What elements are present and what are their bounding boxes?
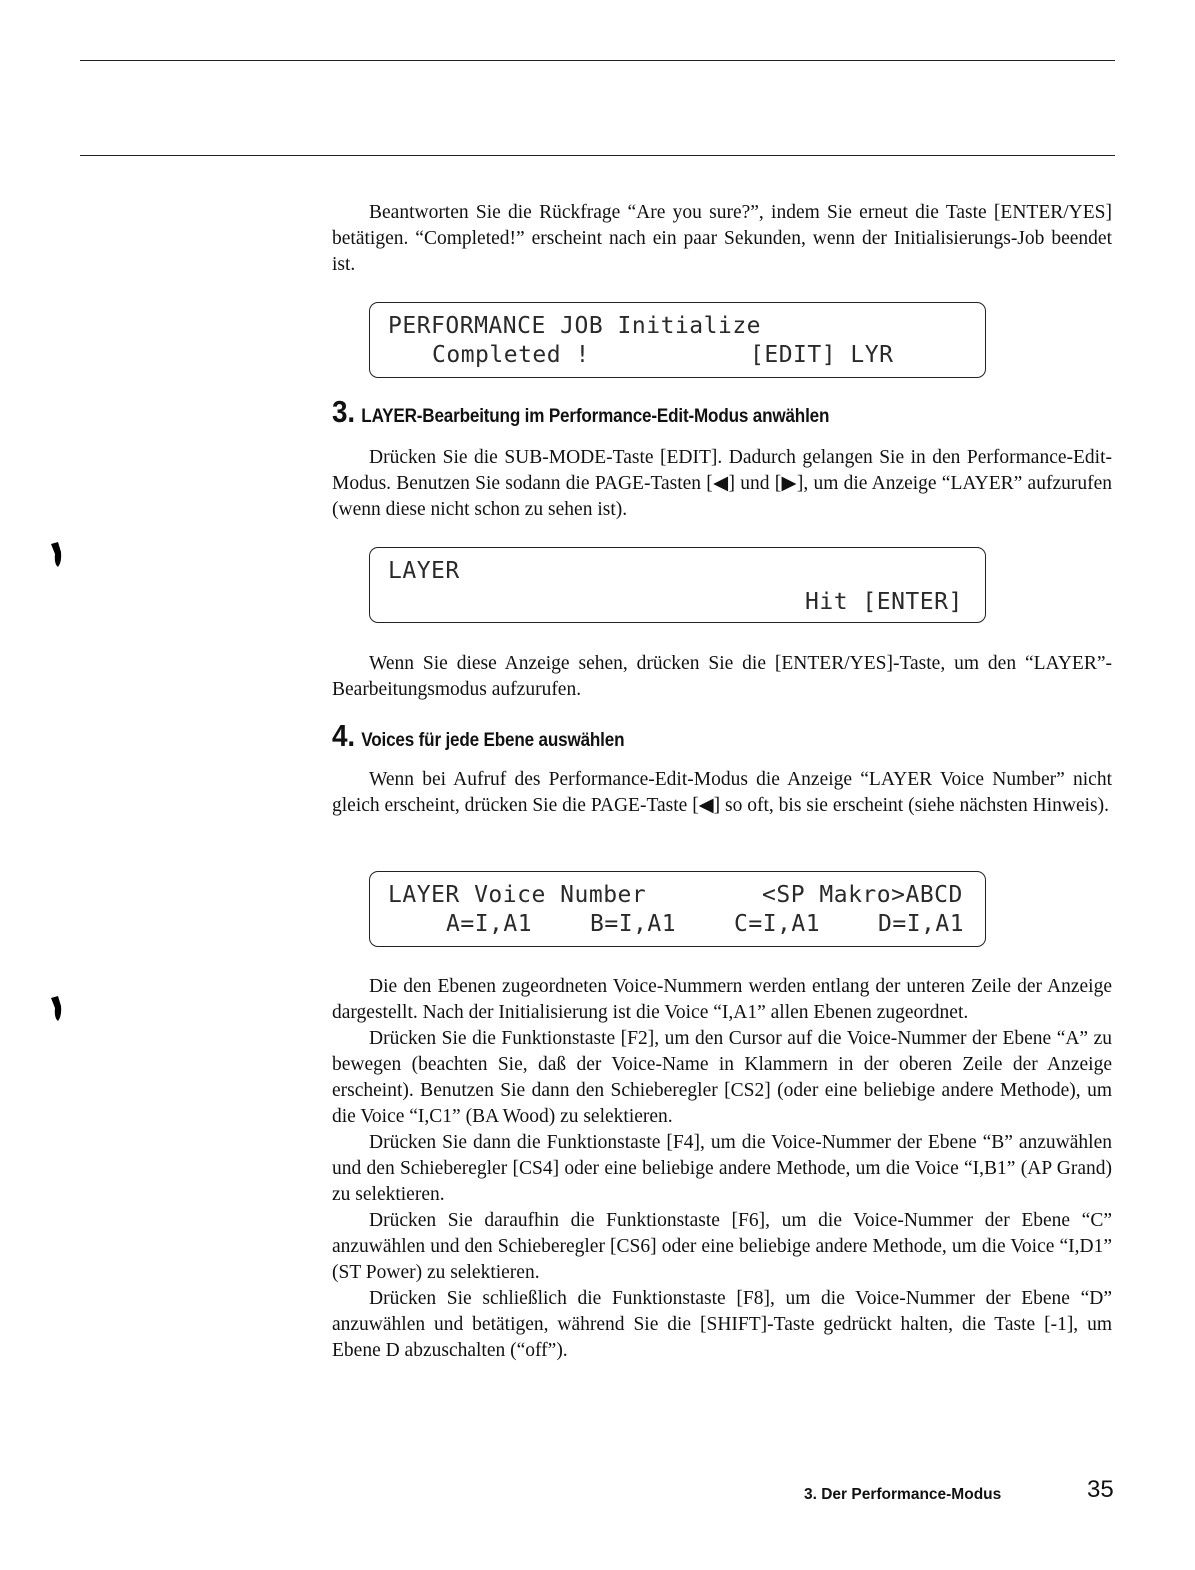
lcd-display-initialize [369,302,986,378]
step-3-number: 3. [332,394,355,429]
lcd-display-layer [369,547,986,623]
page-number: 35 [1087,1476,1114,1503]
lcd-line-1: LAYER [388,558,460,584]
margin-marker-2 [50,996,62,1022]
step-3-note-paragraph: Wenn Sie diese Anzeige sehen, drücken Sie die [ENTER/YES]-Taste, um den “LAYER”-Bearbeitungsmodus aufzurufen. [332,653,1112,700]
lcd-line-1: PERFORMANCE JOB Initialize [388,313,762,339]
lcd-layer-d-voice: D=I,A1 [878,911,965,937]
lcd-line-1-left: LAYER Voice Number [388,882,647,908]
lcd-line-2-left: Completed ! [432,342,590,368]
step-3-title: LAYER-Bearbeitung im Performance-Edit-Modus anwählen [361,406,830,427]
step-4-number: 4. [332,718,355,753]
step-4-paragraph-2: Die den Ebenen zugeordneten Voice-Nummern werden entlang der unteren Zeile der Anzeige dargestellt. Nach der Initialisierung ist die Voice “I,A1” allen Ebenen zugeordnet. [332,976,1112,1023]
step-4-paragraph-5: Drücken Sie daraufhin die Funktionstaste [F6], um die Voice-Nummer der Ebene “C” anzuwählen und den Schieberegler [CS6] oder eine beliebige andere Methode, um die Voice “I,D1” (ST Power) zu selektieren. [332,1210,1112,1283]
step-4-paragraph-6: Drücken Sie schließlich die Funktionstaste [F8], um die Voice-Nummer der Ebene “D” anzuwählen und betätigen, während Sie die [SHIFT]-Taste gedrückt halten, die Taste [-1], um Ebene D abzuschalten (“off”). [332,1288,1112,1361]
step-3-paragraph: Drücken Sie die SUB-MODE-Taste [EDIT]. Dadurch gelangen Sie in den Performance-Edit-Modus. Benutzen Sie sodann die PAGE-Tasten [◀] und [▶], um die Anzeige “LAYER” aufzurufen (wenn diese nicht schon zu sehen ist). [332,447,1112,520]
step-4-paragraph-4: Drücken Sie dann die Funktionstaste [F4], um die Voice-Nummer der Ebene “B” anzuwählen und den Schieberegler [CS4] oder eine beliebige andere Methode, um die Voice “I,B1” (AP Grand) zu selektieren. [332,1132,1112,1205]
step-4-title: Voices für jede Ebene auswählen [361,730,625,751]
step-3-heading [332,394,829,430]
lcd-line-1-right: <SP Makro>ABCD [762,882,963,908]
step-4-paragraph-3: Drücken Sie die Funktionstaste [F2], um den Cursor auf die Voice-Nummer der Ebene “A” zu bewegen (beachten Sie, daß der Voice-Name in Klammern in der oberen Zeile der Anzeige erscheint). Benutzen Sie dann den Schieberegler [CS2] (oder eine beliebige andere Methode), um die Voice “I,C1” (BA Wood) zu selektieren. [332,1028,1112,1127]
lcd-line-2: Hit [ENTER] [805,589,963,615]
lcd-layer-c-voice: C=I,A1 [734,911,821,937]
lcd-layer-b-voice: B=I,A1 [590,911,677,937]
header-rule [80,155,1115,156]
intro-paragraph: Beantworten Sie die Rückfrage “Are you sure?”, indem Sie erneut die Taste [ENTER/YES] betätigen. “Completed!” erscheint nach ein paar Sekunden, wenn der Initialisierungs-Job beendet ist. [332,202,1112,275]
lcd-display-voice-number [369,871,986,947]
lcd-layer-a-voice: A=I,A1 [446,911,533,937]
step-4-paragraph-1: Wenn bei Aufruf des Performance-Edit-Modus die Anzeige “LAYER Voice Number” nicht gleich erscheint, drücken Sie die PAGE-Taste [◀] so oft, bis sie erscheint (siehe nächsten Hinweis). [332,769,1112,816]
lcd-line-2-right: [EDIT] LYR [750,342,894,368]
step-4-heading [332,718,624,754]
top-rule [80,60,1115,61]
footer-section-title: 3. Der Performance-Modus [804,1486,1002,1503]
margin-marker-1 [50,542,62,568]
step-4-body [332,974,1112,1364]
